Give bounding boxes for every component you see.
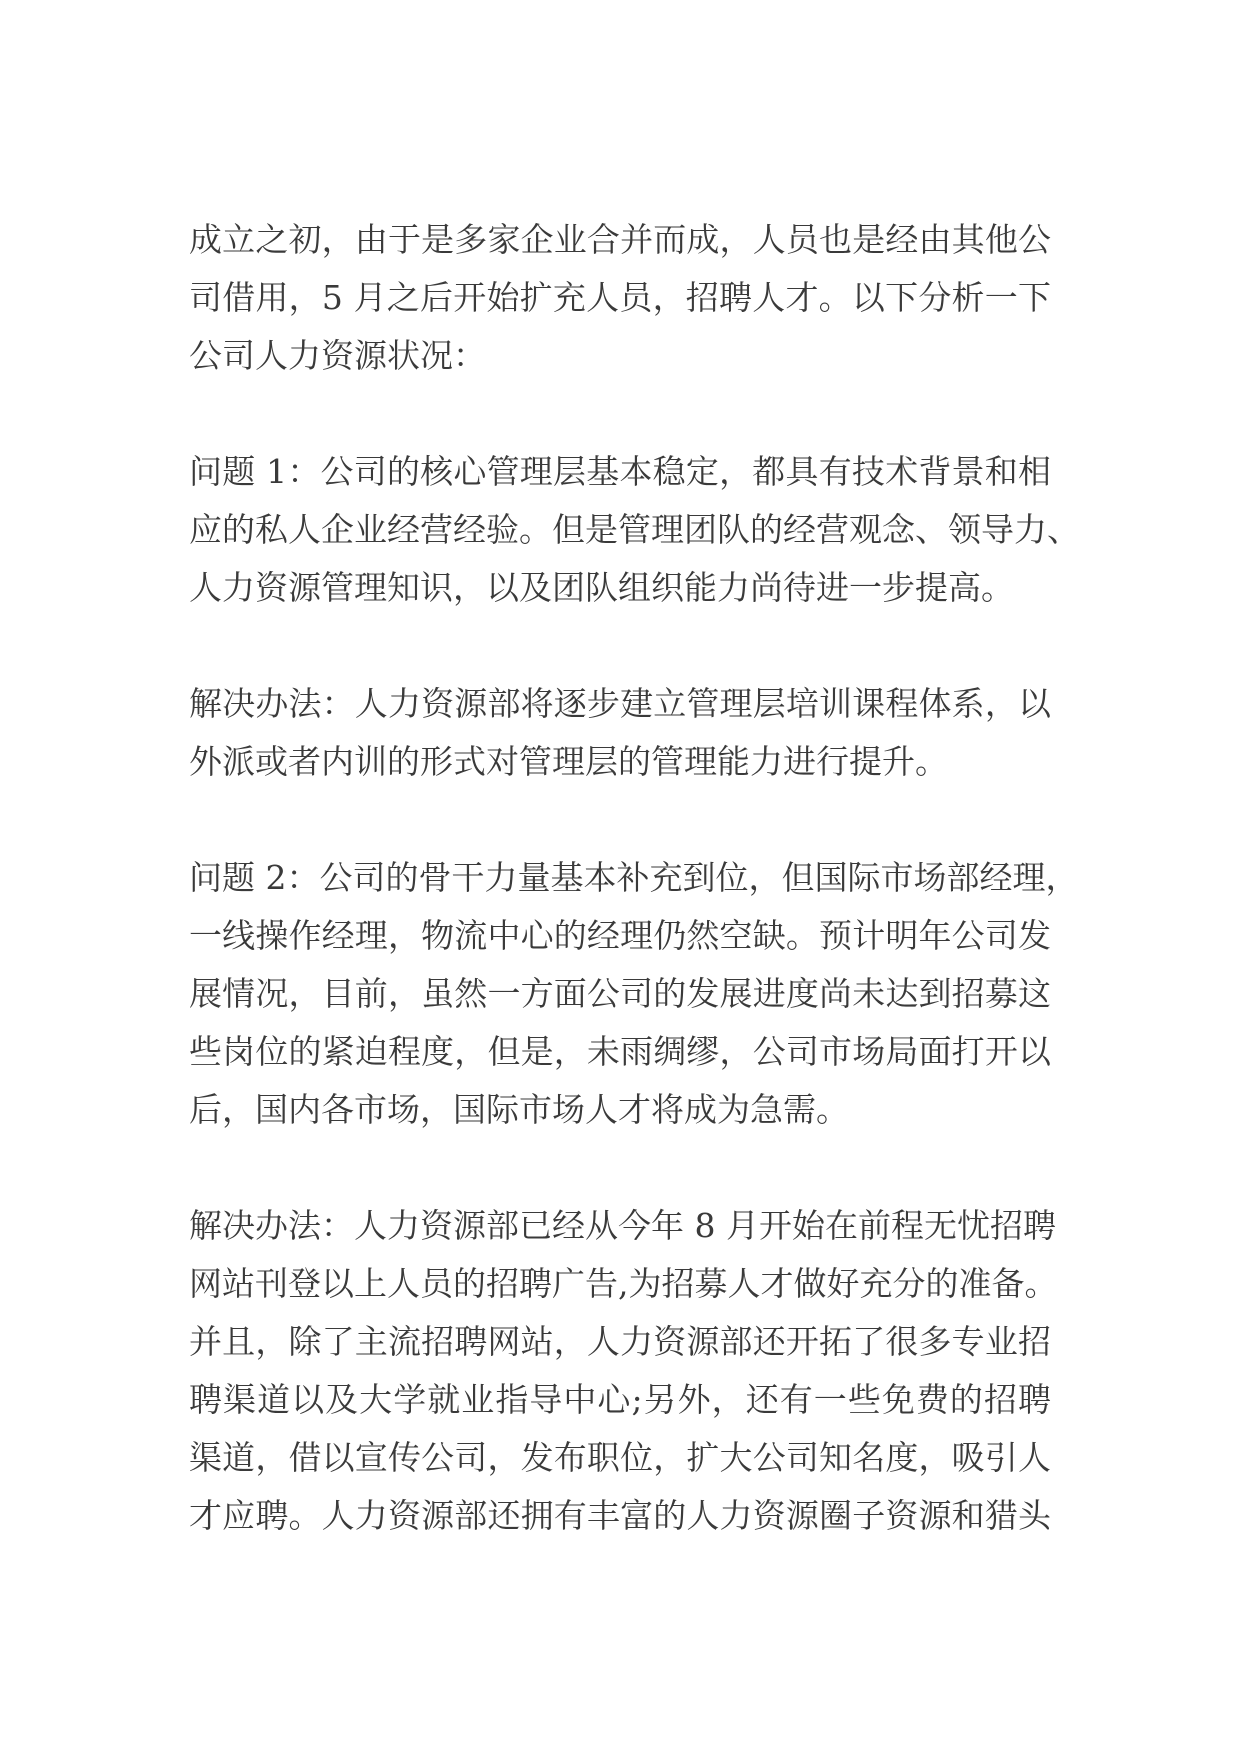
text-line: 外派或者内训的形式对管理层的管理能力进行提升。 [189,742,948,781]
paragraph-solution-2 [189,1197,1058,1545]
text-line: 才应聘。人力资源部还拥有丰富的人力资源圈子资源和猎头 [189,1496,1051,1535]
paragraph-problem-1 [189,443,1080,617]
text-line: 解决办法：人力资源部将逐步建立管理层培训课程体系，以 [189,684,1051,723]
document-page [189,211,1080,1603]
text-line: 成立之初，由于是多家企业合并而成，人员也是经由其他公 [189,220,1051,259]
paragraph-solution-1 [189,675,1051,791]
text-line: 问题 1：公司的核心管理层基本稳定，都具有技术背景和相 [189,452,1051,491]
text-line: 司借用，5 月之后开始扩充人员，招聘人才。以下分析一下 [189,278,1051,317]
text-line: 渠道，借以宣传公司，发布职位，扩大公司知名度，吸引人 [189,1438,1051,1477]
text-line: 问题 2：公司的骨干力量基本补充到位，但国际市场部经理， [189,858,1079,897]
text-line: 网站刊登以上人员的招聘广告,为招募人才做好充分的准备。 [189,1264,1058,1303]
text-line: 后，国内各市场，国际市场人才将成为急需。 [189,1090,849,1129]
paragraph-problem-2 [189,849,1079,1139]
text-line: 聘渠道以及大学就业指导中心;另外，还有一些免费的招聘 [189,1380,1051,1419]
text-line: 一线操作经理，物流中心的经理仍然空缺。预计明年公司发 [189,916,1051,955]
text-line: 解决办法：人力资源部已经从今年 8 月开始在前程无忧招聘 [189,1206,1056,1245]
text-line: 些岗位的紧迫程度，但是，未雨绸缪，公司市场局面打开以 [189,1032,1051,1071]
paragraph-intro [189,211,1051,385]
text-line: 公司人力资源状况： [189,336,486,375]
text-line: 展情况，目前，虽然一方面公司的发展进度尚未达到招募这 [189,974,1051,1013]
text-line: 人力资源管理知识，以及团队组织能力尚待进一步提高。 [189,568,1014,607]
text-line: 应的私人企业经营经验。但是管理团队的经营观念、领导力、 [189,510,1080,549]
text-line: 并且，除了主流招聘网站，人力资源部还开拓了很多专业招 [189,1322,1051,1361]
